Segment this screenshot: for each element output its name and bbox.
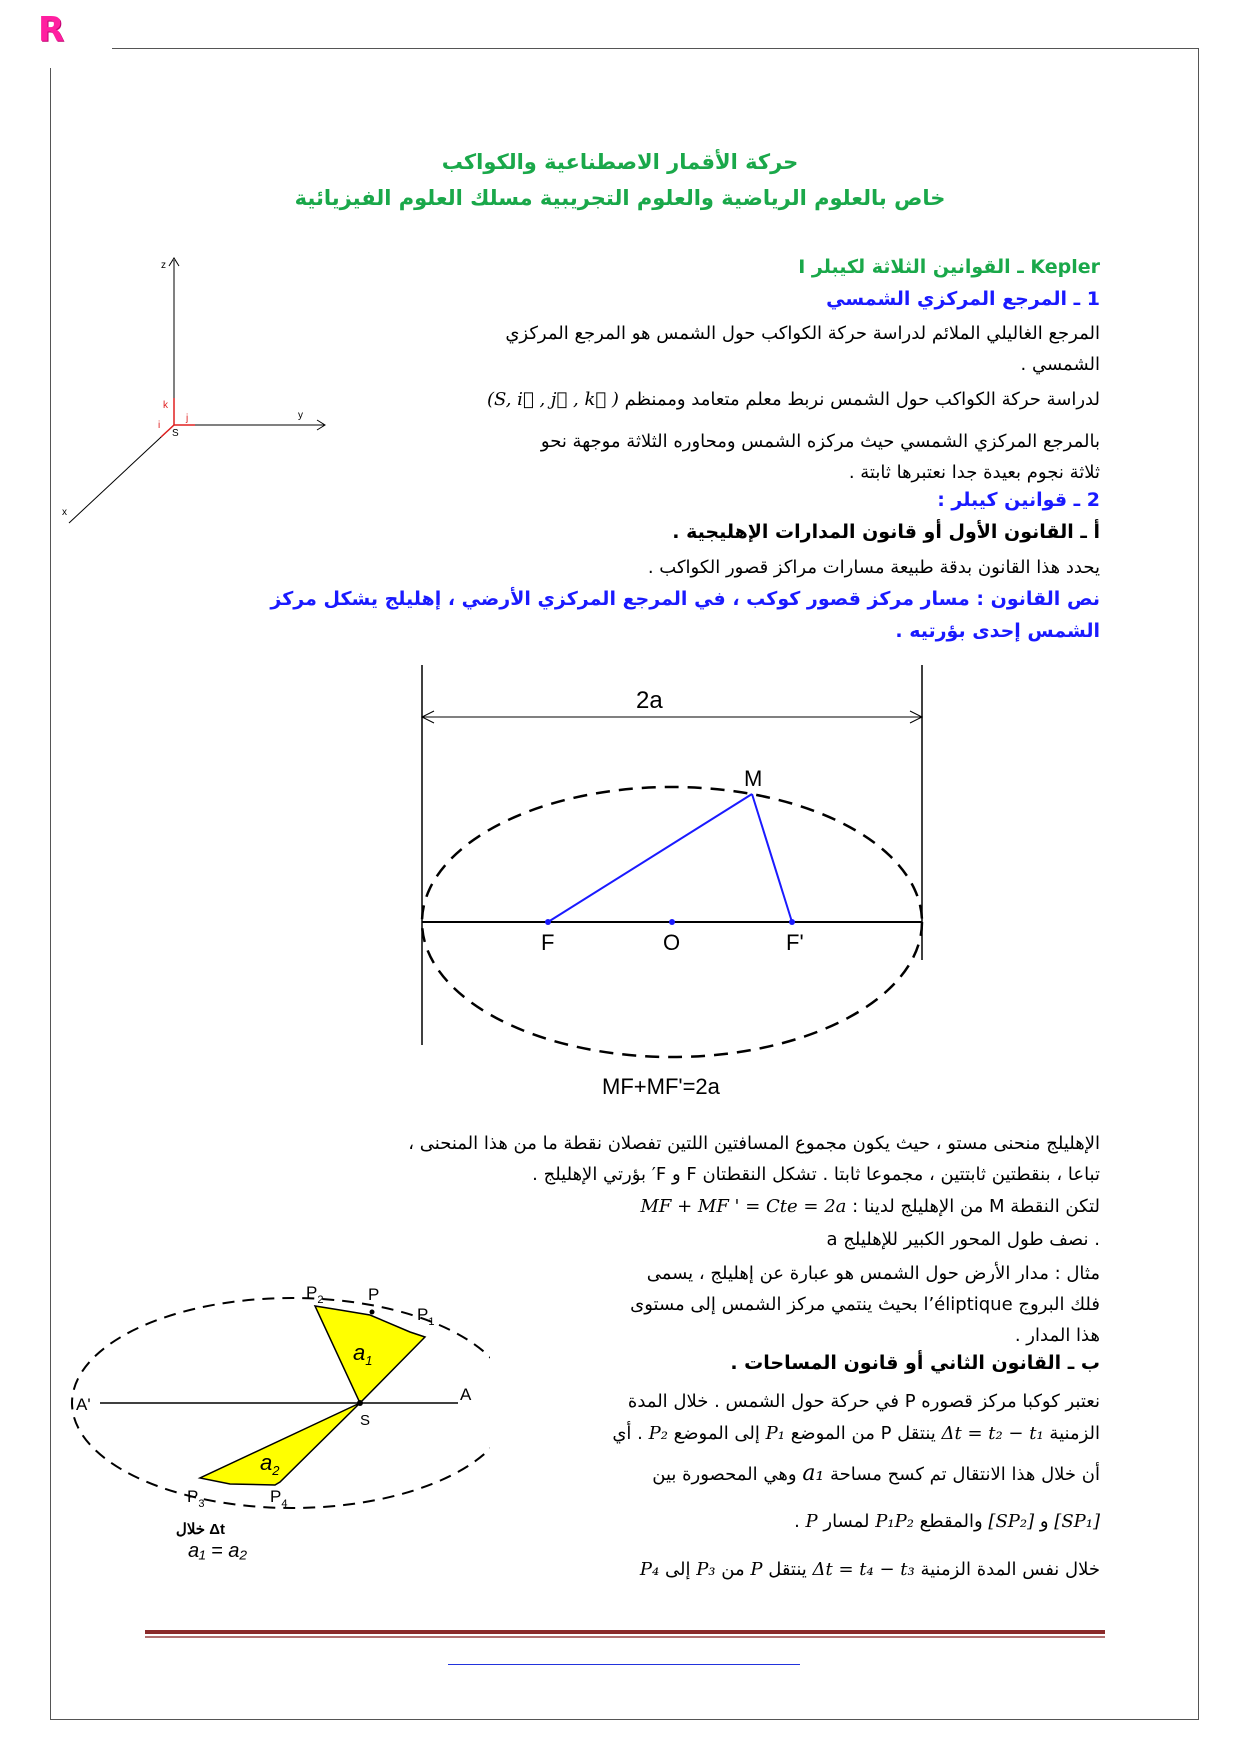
text-part: خلال نفس المدة الزمنية <box>920 1559 1100 1580</box>
paragraph-line <box>460 1418 1100 1449</box>
point-m-label: M <box>744 766 763 791</box>
text-part: الزمنية <box>1049 1423 1100 1444</box>
law-statement: نص القانون : مسار مركز قصور كوكب ، في المرجع المركزي الأرضي ، إهليلج يشكل مركز <box>270 588 1100 610</box>
major-axis-label: 2a <box>636 687 663 714</box>
areas-diagram <box>70 1270 490 1570</box>
center-o <box>669 919 675 925</box>
paragraph-line <box>340 1191 1100 1222</box>
paragraph-line: مثال : مدار الأرض حول الشمس هو عبارة عن إهليلج ، يسمى <box>646 1263 1100 1284</box>
text-part: إلى <box>664 1559 691 1580</box>
paragraph-line <box>340 384 1100 415</box>
text-part: أن خلال هذا الانتقال تم كسح مساحة <box>829 1464 1100 1485</box>
footer-rule <box>145 1630 1105 1634</box>
math-part: [SP₂] <box>988 1511 1035 1532</box>
paragraph-line <box>460 1506 1100 1537</box>
paragraph-line: بالمرجع المركزي الشمسي حيث مركزه الشمس ومحاوره الثلاثة موجهة نحو <box>540 431 1100 452</box>
x-label: x <box>62 507 67 518</box>
p3-label: $P_3$ <box>187 1487 205 1510</box>
text-part: . أي <box>612 1423 643 1444</box>
sun-s <box>357 1400 363 1406</box>
math-part: P <box>805 1511 818 1532</box>
text-part: من <box>721 1559 745 1580</box>
paragraph-line: الشمسي . <box>1020 354 1100 375</box>
paragraph-line: نعتبر كوكبا مركز قصوره P في حركة حول الشمس . خلال المدة <box>627 1391 1100 1412</box>
law-title: ب ـ القانون الثاني أو قانون المساحات . <box>730 1352 1100 1374</box>
text-part: ينتقل P من الموضع <box>790 1423 936 1444</box>
s-label: S <box>360 1412 371 1429</box>
frame-bottom-border <box>50 1719 1199 1720</box>
focus-f-label: F <box>541 930 555 955</box>
equal-areas-caption: a₁ = a₂ <box>188 1540 247 1562</box>
paragraph-line <box>460 1458 1100 1490</box>
k-label: k <box>163 400 168 411</box>
text-part: ينتقل <box>768 1559 807 1580</box>
focus-f-prime-label: F' <box>786 930 804 955</box>
p2-label: $P_2$ <box>306 1283 324 1306</box>
section-heading: I ـ القوانين الثلاثة لكيبلر Kepler <box>798 256 1100 278</box>
paragraph-line: المرجع الغاليلي الملائم لدراسة حركة الكواكب حول الشمس هو المرجع المركزي <box>505 323 1100 344</box>
math-part: P₂ <box>648 1423 668 1444</box>
frame-left-border <box>50 68 51 1720</box>
math-part: Δt = t₂ − t₁ <box>941 1423 1044 1444</box>
text-part: لمسار <box>823 1511 870 1532</box>
page-subtitle: خاص بالعلوم الرياضية والعلوم التجريبية مسلك العلوم الفيزيائية <box>294 186 946 210</box>
math-part: P₃ <box>696 1559 716 1580</box>
math-part: P₄ <box>639 1559 660 1580</box>
paragraph-line: a نصف طول المحور الكبير للإهليلج . <box>826 1229 1100 1250</box>
text-part: والمقطع <box>919 1511 983 1532</box>
center-o-label: O <box>663 930 681 955</box>
paragraph-line <box>460 1554 1100 1585</box>
dt-caption: Δt خلال <box>175 1521 225 1538</box>
footer-rule-thin <box>145 1636 1105 1638</box>
law-title: أ ـ القانون الأول أو قانون المدارات الإهليجية . <box>672 521 1100 543</box>
a-label: A <box>460 1385 472 1404</box>
z-label: z <box>161 260 166 271</box>
frame-top-border <box>112 48 1199 49</box>
logo: R <box>38 10 65 50</box>
i-label: i <box>158 420 161 431</box>
area-a2 <box>200 1403 360 1485</box>
math-part: Δt = t₄ − t₃ <box>812 1559 915 1580</box>
paragraph-line: الإهليلج منحنى مستو ، حيث يكون مجموع المسافتين اللتين تفصلان نقطة ما من هذا المنحنى ، <box>408 1133 1100 1154</box>
text-part: و <box>1039 1511 1049 1532</box>
paragraph-text: لدراسة حركة الكواكب حول الشمس نربط معلم متعامد وممنظم <box>624 389 1100 410</box>
p1-label: $P_1$ <box>417 1305 435 1328</box>
math-part: [SP₁] <box>1054 1511 1100 1532</box>
point-p <box>370 1310 375 1315</box>
x-axis <box>69 425 174 523</box>
axes-diagram <box>55 250 335 530</box>
p4-label: $P_4$ <box>270 1487 288 1510</box>
ellipse-equation: MF + MF ' = Cte = 2a <box>640 1196 847 1217</box>
subsection-heading: 2 ـ قوانين كيبلر : <box>937 489 1100 511</box>
paragraph-line: ثلاثة نجوم بعيدة جدا نعتبرها ثابتة . <box>848 462 1100 483</box>
frame-math: (S, i⃗ , j⃗ , k⃗ ) <box>487 389 619 410</box>
ellipse-caption: MF+MF'=2a <box>602 1074 720 1099</box>
paragraph-line: هذا المدار . <box>1014 1325 1100 1346</box>
focus-f <box>545 919 551 925</box>
text-part: وهي المحصورة بين <box>652 1464 797 1485</box>
page-title: حركة الأقمار الاصطناعية والكواكب <box>441 150 799 174</box>
math-part: P <box>750 1559 763 1580</box>
paragraph-line: تباعا ، بنقطتين ثابتتين ، مجموعا ثابتا . تشكل النقطتان F و F′ بؤرتي الإهليلج . <box>532 1164 1100 1185</box>
law-statement: الشمس إحدى بؤرتيه . <box>895 620 1100 642</box>
math-part: P₁P₂ <box>875 1511 914 1532</box>
paragraph-line: يحدد هذا القانون بدقة طبيعة مسارات مراكز قصور الكواكب . <box>647 557 1100 578</box>
p-label: P <box>368 1285 380 1304</box>
a2-label: $a_2$ <box>260 1450 280 1478</box>
text-part: . <box>794 1511 800 1532</box>
y-label: y <box>298 410 303 421</box>
subsection-heading: 1 ـ المرجع المركزي الشمسي <box>826 288 1100 310</box>
j-label: j <box>186 413 189 424</box>
footer-link-underline[interactable] <box>448 1664 800 1665</box>
paragraph-line: فلك البروج l’éliptique بحيث ينتمي مركز الشمس إلى مستوى <box>630 1294 1100 1315</box>
s-label: S <box>172 428 179 439</box>
paragraph-text: لتكن النقطة M من الإهليلج لدينا : <box>852 1196 1100 1217</box>
a1-label: $a_1$ <box>353 1340 373 1368</box>
ellipse-diagram <box>400 660 960 1100</box>
frame-right-border <box>1198 48 1199 1720</box>
a-prime-label: A' <box>76 1395 91 1414</box>
focus-f-prime <box>789 919 795 925</box>
math-part: a₁ <box>802 1461 825 1486</box>
math-part: P₁ <box>765 1423 785 1444</box>
text-part: إلى الموضع <box>673 1423 760 1444</box>
